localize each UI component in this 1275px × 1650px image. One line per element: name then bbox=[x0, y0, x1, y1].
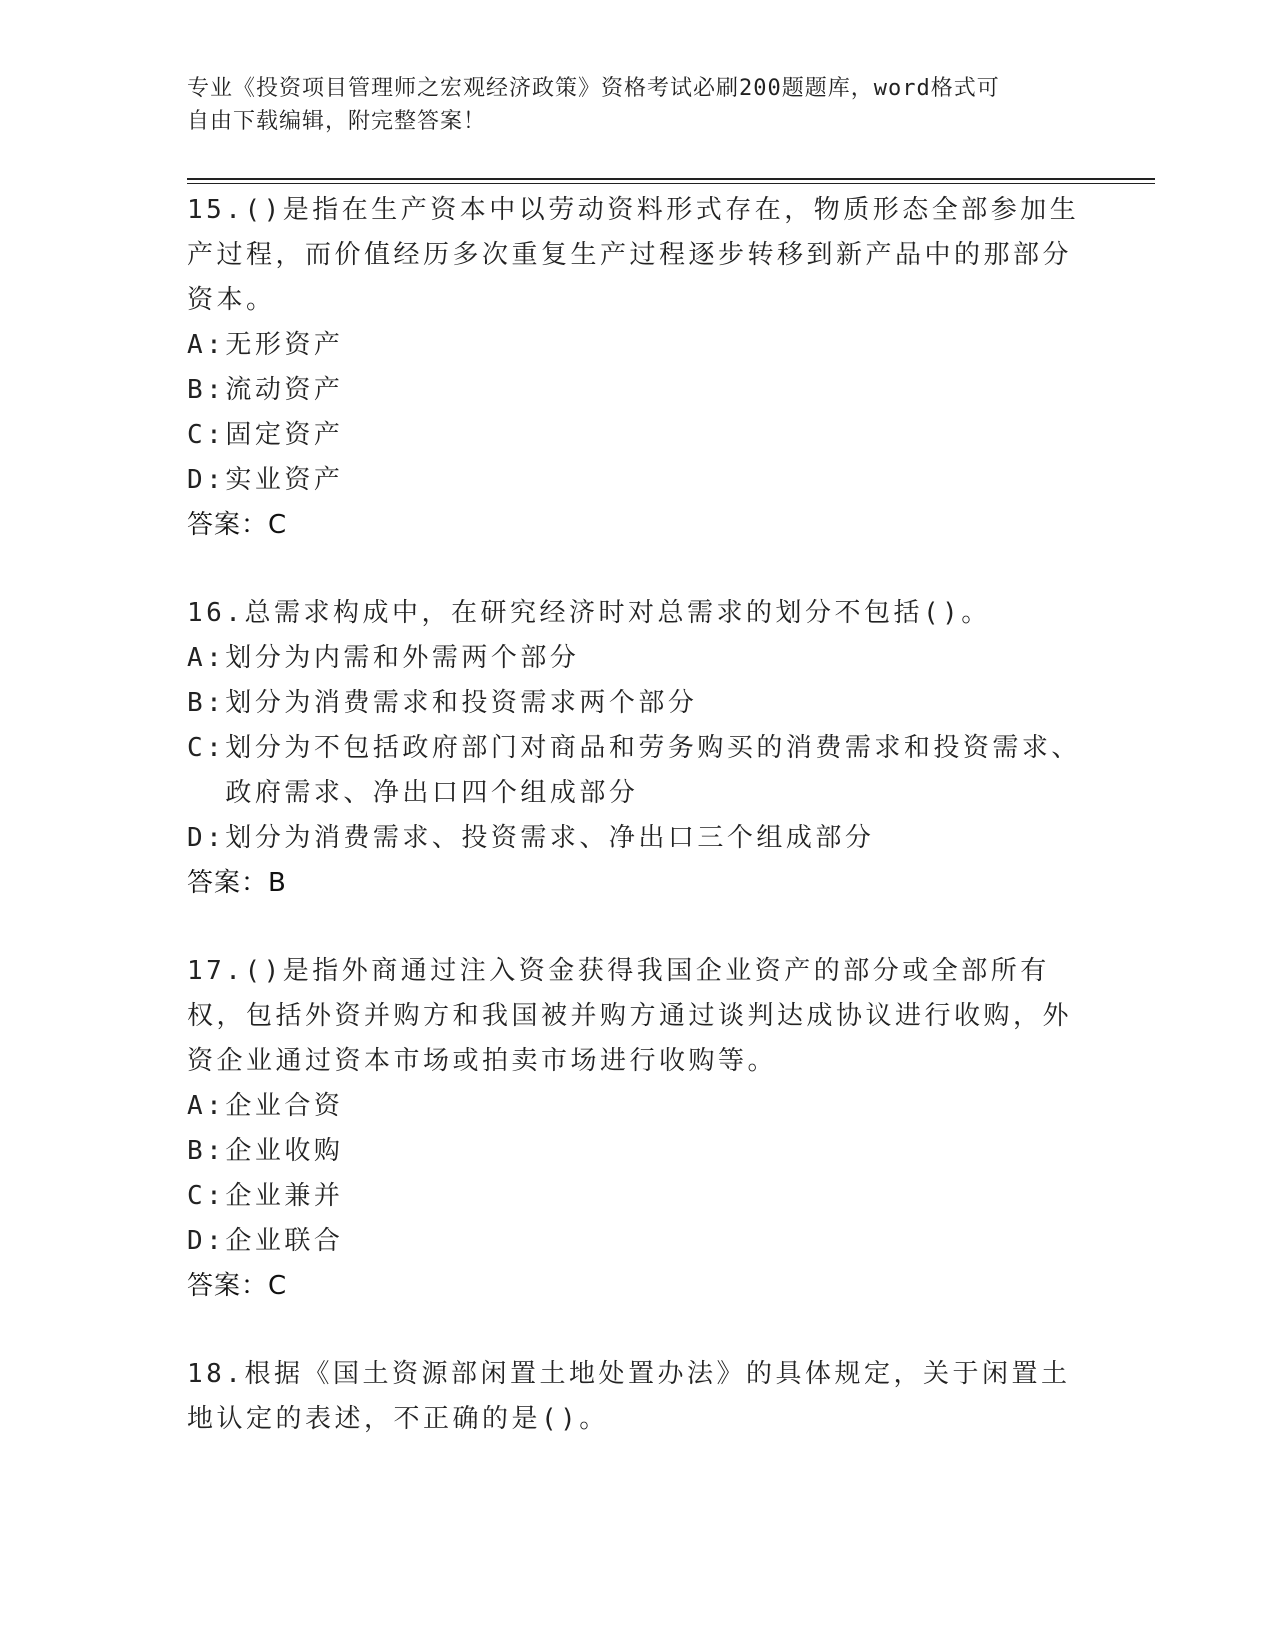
option-key: D: bbox=[187, 823, 226, 853]
option-key: A: bbox=[187, 1091, 226, 1121]
answer-line: 答案：B bbox=[187, 868, 287, 898]
question-17 bbox=[187, 949, 1087, 1309]
option-a bbox=[187, 1084, 1087, 1129]
option-d bbox=[187, 816, 1087, 861]
question-16 bbox=[187, 591, 1087, 906]
option-key: C: bbox=[187, 733, 226, 763]
option-c bbox=[187, 726, 1087, 816]
option-d bbox=[187, 458, 1087, 503]
option-a bbox=[187, 323, 1087, 368]
option-text: 企业兼并 bbox=[225, 1181, 344, 1211]
answer-line: 答案：C bbox=[187, 510, 288, 540]
header-line-2: 自由下载编辑，附完整答案！ bbox=[187, 109, 487, 134]
option-text: 划分为内需和外需两个部分 bbox=[225, 643, 580, 673]
option-key: D: bbox=[187, 465, 226, 495]
option-key: A: bbox=[187, 643, 226, 673]
option-b bbox=[187, 1129, 1087, 1174]
question-stem: 15.()是指在生产资本中以劳动资料形式存在，物质形态全部参加生产过程，而价值经历多次重复生产过程逐步转移到新产品中的那部分资本。 bbox=[187, 195, 1080, 315]
option-c bbox=[187, 1174, 1087, 1219]
option-a bbox=[187, 636, 1087, 681]
answer-line: 答案：C bbox=[187, 1271, 288, 1301]
question-stem: 18.根据《国土资源部闲置土地处置办法》的具体规定，关于闲置土地认定的表述，不正确的是()。 bbox=[187, 1359, 1071, 1434]
option-text: 划分为消费需求和投资需求两个部分 bbox=[225, 688, 698, 718]
option-key: B: bbox=[187, 688, 226, 718]
option-b bbox=[187, 681, 1087, 726]
option-key: A: bbox=[187, 330, 226, 360]
option-text: 流动资产 bbox=[225, 375, 344, 405]
option-text: 划分为消费需求、投资需求、净出口三个组成部分 bbox=[225, 823, 875, 853]
option-c bbox=[187, 413, 1087, 458]
option-key: C: bbox=[187, 420, 226, 450]
header-divider-thin bbox=[187, 183, 1155, 184]
header-divider-thick bbox=[187, 178, 1155, 180]
header-line-1: 专业《投资项目管理师之宏观经济政策》资格考试必刷200题题库，word格式可 bbox=[187, 76, 1000, 101]
question-list bbox=[187, 188, 1087, 1485]
option-text: 实业资产 bbox=[225, 465, 344, 495]
option-text: 划分为不包括政府部门对商品和劳务购买的消费需求和投资需求、政府需求、净出口四个组成部分 bbox=[225, 733, 1081, 808]
option-key: C: bbox=[187, 1181, 226, 1211]
question-15 bbox=[187, 188, 1087, 548]
option-text: 无形资产 bbox=[225, 330, 344, 360]
option-b bbox=[187, 368, 1087, 413]
option-key: B: bbox=[187, 1136, 226, 1166]
option-text: 固定资产 bbox=[225, 420, 344, 450]
option-d bbox=[187, 1219, 1087, 1264]
option-text: 企业合资 bbox=[225, 1091, 344, 1121]
option-key: D: bbox=[187, 1226, 226, 1256]
option-text: 企业联合 bbox=[225, 1226, 344, 1256]
option-key: B: bbox=[187, 375, 226, 405]
document-header bbox=[187, 72, 1087, 138]
question-stem: 17.()是指外商通过注入资金获得我国企业资产的部分或全部所有权，包括外资并购方和我国被并购方通过谈判达成协议进行收购，外资企业通过资本市场或拍卖市场进行收购等。 bbox=[187, 956, 1073, 1076]
option-text: 企业收购 bbox=[225, 1136, 344, 1166]
question-18 bbox=[187, 1352, 1087, 1442]
question-stem: 16.总需求构成中，在研究经济时对总需求的划分不包括()。 bbox=[187, 598, 991, 628]
